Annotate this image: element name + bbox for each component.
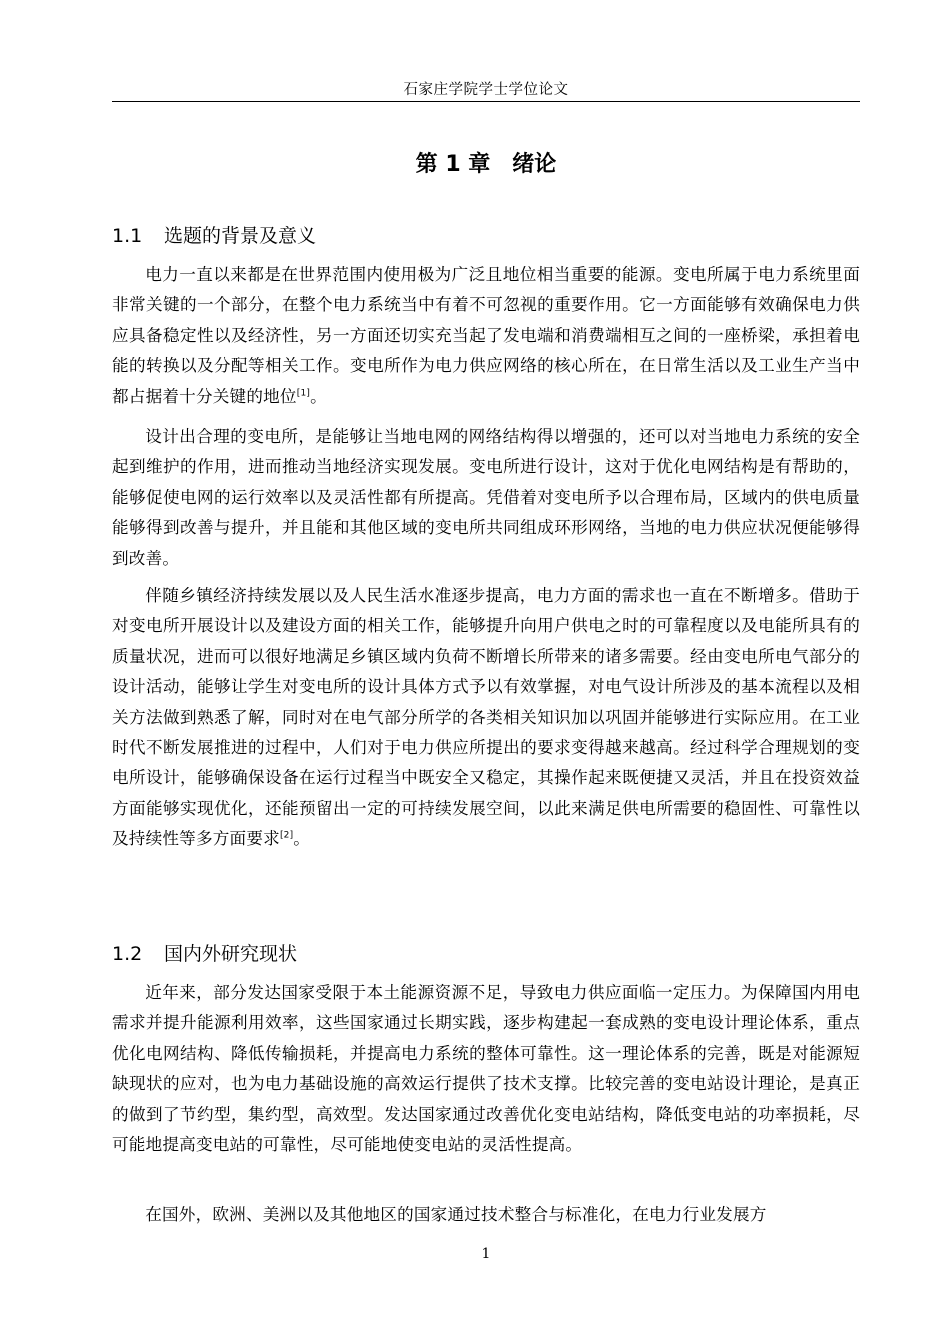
page-number: 1 <box>481 1246 491 1262</box>
section-number: 1.1 <box>112 225 143 247</box>
running-header: 石家庄学院学士学位论文 <box>403 82 569 98</box>
paragraph-text: 设计出合理的变电所，是能够让当地电网的网络结构得以增强的，还可以对当地电力系统的安全起到维护的作用，进而推动当地经济实现发展。变电所进行设计，这对于优化电网结构是有帮助的，能够促使电网的运行效率以及灵活性都有所提高。凭借着对变电所予以合理布局，区域内的供电质量能够得到改善与提升，并且能和其他区域的变电所共同组成环形网络，当地的电力供应状况便能够得到改善。 <box>112 427 860 568</box>
citation-marker: [2] <box>279 830 294 841</box>
section-title: 国内外研究现状 <box>164 943 298 965</box>
paragraph-end-punctuation: 。 <box>293 829 311 849</box>
citation-marker: [1] <box>296 388 311 399</box>
section-heading-1-2 <box>112 939 860 966</box>
section-title: 选题的背景及意义 <box>164 225 317 247</box>
paragraph-1-1-3 <box>112 581 860 855</box>
paragraph-text: 伴随乡镇经济持续发展以及人民生活水准逐步提高，电力方面的需求也一直在不断增多。借助于对变电所开展设计以及建设方面的相关工作，能够提升向用户供电之时的可靠程度以及电能所具有的质量状况，进而可以很好地满足乡镇区域内负荷不断增长所带来的诸多需要。经由变电所电气部分的设计活动，能够让学生对变电所的设计具体方式予以有效掌握，对电气设计所涉及的基本流程以及相关方法做到熟悉了解，同时对在电气部分所学的各类相关知识加以巩固并能够进行实际应用。在工业时代不断发展推进的过程中，人们对于电力供应所提出的要求变得越来越高。经过科学合理规划的变电所设计，能够确保设备在运行过程当中既安全又稳定，其操作起来既便捷又灵活，并且在投资效益方面能够实现优化，还能预留出一定的可持续发展空间，以此来满足供电所需要的稳固性、可靠性以及持续性等多方面要求 <box>112 586 860 849</box>
header-rule <box>112 101 860 102</box>
paragraph-text: 电力一直以来都是在世界范围内使用极为广泛且地位相当重要的能源。变电所属于电力系统里面非常关键的一个部分，在整个电力系统当中有着不可忽视的重要作用。它一方面能够有效确保电力供应具备稳定性以及经济性，另一方面还切实充当起了发电端和消费端相互之间的一座桥梁，承担着电能的转换以及分配等相关工作。变电所作为电力供应网络的核心所在，在日常生活以及工业生产当中都占据着十分关键的地位 <box>112 265 860 406</box>
paragraph-1-2-2 <box>112 1200 860 1230</box>
paragraph-text: 近年来，部分发达国家受限于本土能源资源不足，导致电力供应面临一定压力。为保障国内用电需求并提升能源利用效率，这些国家通过长期实践，逐步构建起一套成熟的变电设计理论体系，重点优化电网结构、降低传输损耗，并提高电力系统的整体可靠性。这一理论体系的完善，既是对能源短缺现状的应对，也为电力基础设施的高效运行提供了技术支撑。比较完善的变电站设计理论，是真正的做到了节约型，集约型，高效型。发达国家通过改善优化变电站结构，降低变电站的功率损耗，尽可能地提高变电站的可靠性，尽可能地使变电站的灵活性提高。 <box>112 983 860 1155</box>
chapter-title: 第 1 章 绪论 <box>415 152 557 177</box>
paragraph-1-1-2 <box>112 422 860 574</box>
paragraph-end-punctuation: 。 <box>310 386 327 406</box>
paragraph-1-1-1 <box>112 260 860 412</box>
paragraph-text: 在国外，欧洲、美洲以及其他地区的国家通过技术整合与标准化，在电力行业发展方 <box>145 1205 767 1224</box>
section-heading-1-1 <box>112 221 860 248</box>
paragraph-1-2-1 <box>112 978 860 1160</box>
section-number: 1.2 <box>112 943 143 965</box>
